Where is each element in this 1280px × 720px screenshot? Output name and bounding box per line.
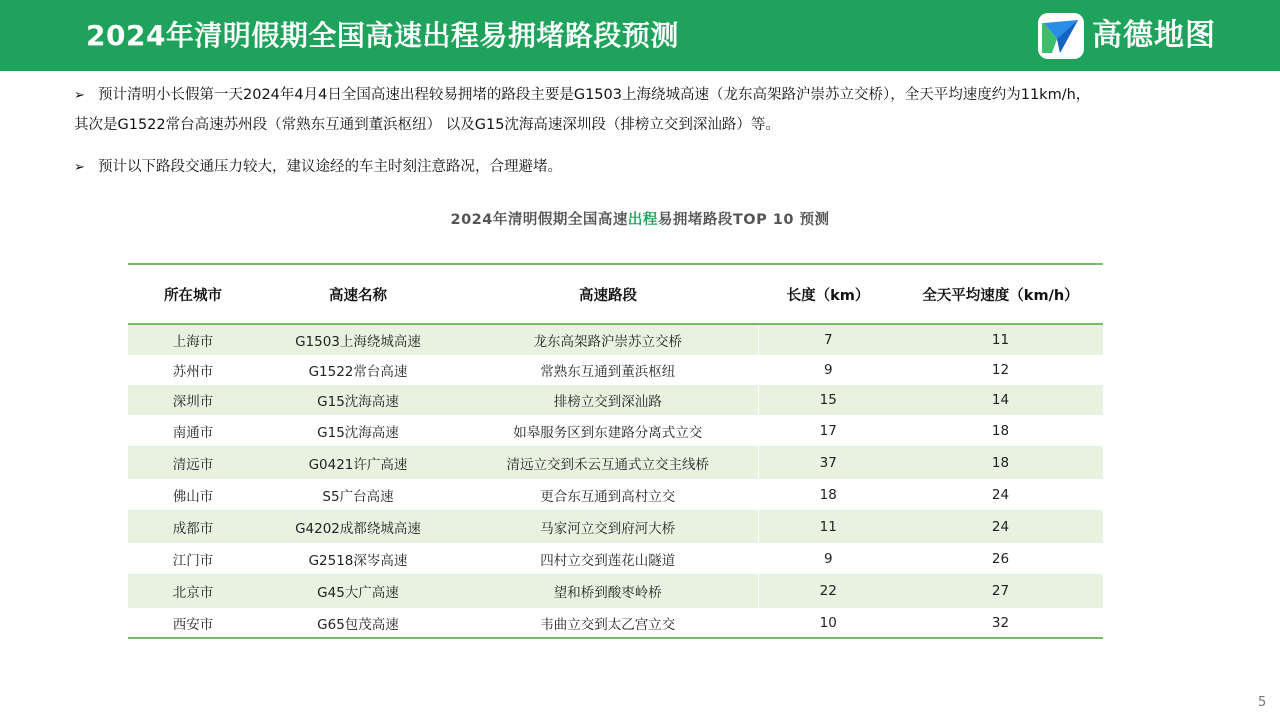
table-title-post: 易拥堵路段TOP 10 预测 — [657, 212, 830, 228]
cell-col-city: 深圳市 — [172, 394, 214, 410]
page-title: 2024年清明假期全国高速出程易拥堵路段预测 — [86, 19, 679, 52]
table-row — [128, 574, 1103, 608]
table-row — [128, 510, 1103, 543]
cell-col-highway: G1503上海绕城高速 — [295, 334, 421, 350]
cell-col-city: 苏州市 — [172, 364, 214, 380]
cell-col-city: 南通市 — [172, 424, 214, 441]
table-title — [0, 208, 1280, 229]
table-row — [128, 355, 1103, 385]
cell-col-speed: 27 — [991, 583, 1010, 599]
cell-col-length: 9 — [758, 355, 898, 385]
table-row — [128, 446, 1103, 479]
header-bar — [0, 0, 1280, 71]
cell-col-city: 北京市 — [172, 585, 214, 601]
paper-plane-icon — [1038, 13, 1084, 59]
cell-col-city: 上海市 — [172, 334, 214, 350]
cell-col-length: 9 — [758, 543, 898, 574]
logo-text: 高德地图 — [1092, 18, 1216, 53]
cell-col-city: 西安市 — [172, 616, 214, 633]
table-title-pre: 2024年清明假期全国高速 — [450, 212, 628, 228]
brand-logo — [1038, 13, 1216, 59]
congestion-table — [128, 263, 1103, 639]
cell-col-highway: G15沈海高速 — [317, 394, 399, 410]
header-col-speed: 全天平均速度（km/h） — [922, 287, 1079, 304]
cell-col-speed: 26 — [991, 550, 1010, 567]
cell-col-length: 17 — [758, 415, 898, 446]
header-col-section: 高速路段 — [579, 287, 637, 304]
table-row — [128, 385, 1103, 415]
cell-col-length: 22 — [758, 574, 898, 608]
cell-col-section: 马家河立交到府河大桥 — [540, 520, 676, 537]
cell-col-speed: 18 — [991, 422, 1010, 439]
cell-col-length: 11 — [758, 510, 898, 543]
table-row — [128, 543, 1103, 574]
table-row — [128, 608, 1103, 638]
cell-col-length: 37 — [758, 446, 898, 479]
cell-col-length: 7 — [758, 324, 898, 355]
cell-col-highway: G0421许广高速 — [308, 456, 408, 473]
table-row — [128, 415, 1103, 446]
paragraph-2-text: 预计以下路段交通压力较大，建议途经的车主时刻注意路况，合理避堵。 — [98, 159, 562, 175]
cell-col-speed: 14 — [991, 392, 1010, 408]
paragraph-1-text: 预计清明小长假第一天2024年4月4日全国高速出程较易拥堵的路段主要是G1503上海绕城高速（龙东高架路沪崇苏立交桥），全天平均速度约为11km/h， — [98, 87, 1091, 103]
cell-col-length: 15 — [758, 385, 898, 415]
header-col-highway: 高速名称 — [329, 287, 387, 304]
cell-col-city: 佛山市 — [172, 488, 214, 505]
paragraph-2 — [74, 152, 562, 183]
cell-col-speed: 12 — [991, 362, 1010, 378]
cell-col-highway: G1522常台高速 — [308, 364, 408, 380]
cell-col-highway: G45大广高速 — [317, 585, 399, 601]
cell-col-section: 四村立交到莲花山隧道 — [540, 552, 676, 569]
cell-col-highway: S5广台高速 — [322, 488, 394, 505]
cell-col-highway: G2518深岑高速 — [308, 552, 408, 569]
header-col-city: 所在城市 — [164, 287, 222, 304]
cell-col-length: 10 — [758, 608, 898, 638]
cell-col-section: 龙东高架路沪崇苏立交桥 — [533, 334, 682, 350]
cell-col-highway: G15沈海高速 — [317, 424, 399, 441]
header-col-length: 长度（km） — [786, 287, 870, 304]
table-row — [128, 324, 1103, 355]
bullet-arrow-icon: ➢ — [74, 88, 85, 103]
cell-col-section: 清远立交到禾云互通式立交主线桥 — [506, 456, 709, 473]
cell-col-speed: 18 — [991, 454, 1010, 471]
bullet-arrow-icon: ➢ — [74, 160, 85, 175]
cell-col-section: 更合东互通到高村立交 — [540, 488, 676, 505]
cell-col-speed: 32 — [991, 614, 1010, 631]
cell-col-section: 如皋服务区到东建路分离式立交 — [513, 424, 703, 441]
table-body — [128, 324, 1103, 638]
cell-col-speed: 11 — [991, 332, 1010, 348]
data-table — [128, 263, 1103, 639]
table-header-row — [128, 264, 1103, 324]
cell-col-city: 清远市 — [172, 456, 214, 473]
cell-col-section: 常熟东互通到董浜枢纽 — [540, 364, 676, 380]
table-title-highlight: 出程 — [627, 212, 658, 228]
cell-col-city: 成都市 — [172, 520, 214, 537]
cell-col-city: 江门市 — [172, 552, 214, 569]
cell-col-section: 排榜立交到深汕路 — [553, 394, 662, 410]
paragraph-1-line-1 — [74, 80, 1090, 111]
cell-col-length: 18 — [758, 479, 898, 510]
paragraph-1-line-2: 其次是G1522常台高速苏州段（常熟东互通到董浜枢纽） 以及G15沈海高速深圳段（排榜立交到深汕路）等。 — [74, 117, 780, 133]
cell-col-section: 望和桥到酸枣岭桥 — [553, 585, 662, 601]
table-row — [128, 479, 1103, 510]
cell-col-speed: 24 — [991, 486, 1010, 503]
cell-col-highway: G4202成都绕城高速 — [295, 520, 421, 537]
cell-col-speed: 24 — [991, 518, 1010, 535]
cell-col-section: 韦曲立交到太乙宫立交 — [540, 616, 676, 633]
cell-col-highway: G65包茂高速 — [317, 616, 399, 633]
page-number: 5 — [1258, 695, 1267, 710]
